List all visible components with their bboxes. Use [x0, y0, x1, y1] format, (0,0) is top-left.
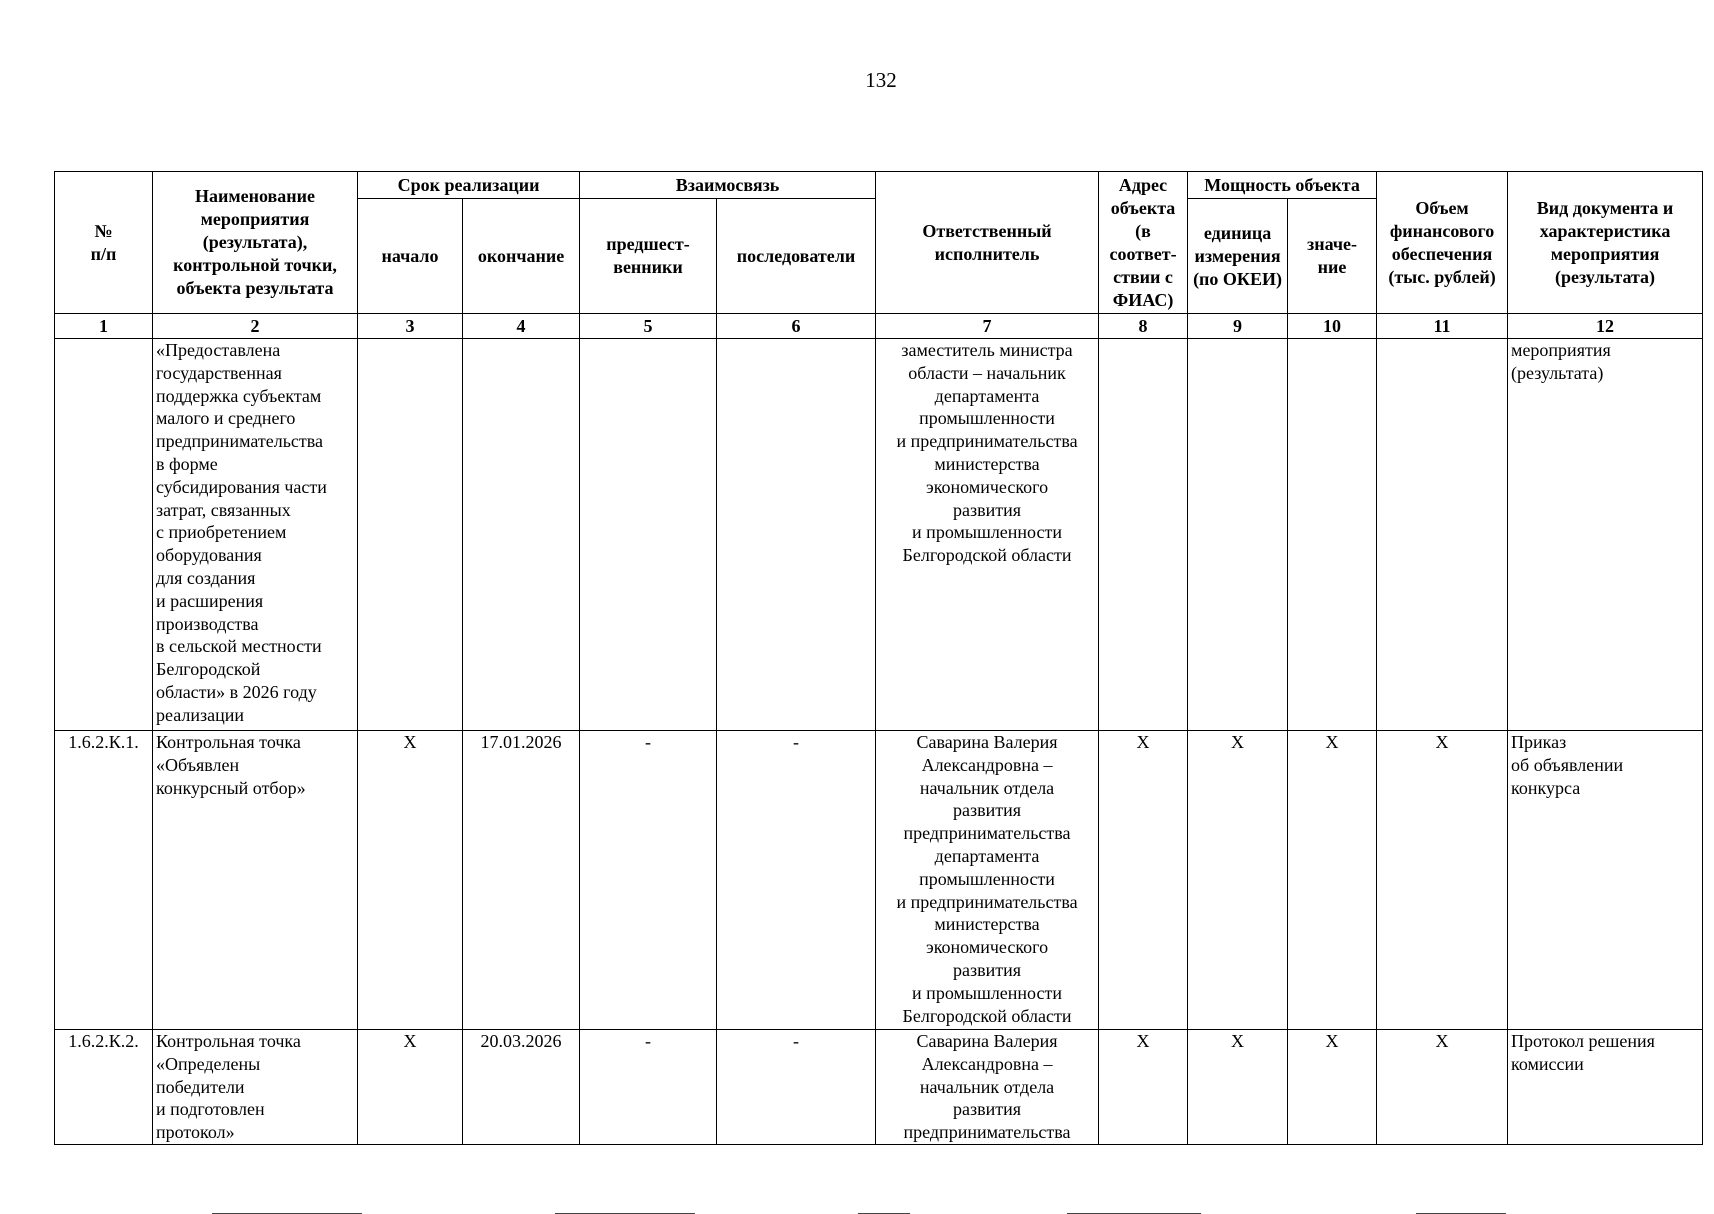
- cell-value: X: [1288, 1030, 1377, 1145]
- cell-address: X: [1099, 1030, 1188, 1145]
- cell-unit: X: [1188, 1030, 1288, 1145]
- page-number: 132: [865, 68, 897, 92]
- cell-doc: мероприятия (результата): [1508, 339, 1703, 731]
- cell-responsible: Саварина Валерия Александровна – начальник отдела развития предпринимательства: [876, 1030, 1099, 1145]
- cell-address: X: [1099, 731, 1188, 1030]
- header-period: Срок реализации: [358, 172, 580, 199]
- cell-succ: -: [717, 731, 876, 1030]
- cell-unit: X: [1188, 731, 1288, 1030]
- header-finance: Объем финансового обеспечения (тыс. рублей): [1377, 172, 1508, 314]
- cell-succ: -: [717, 1030, 876, 1145]
- cell-name: Контрольная точка «Определены победители и подготовлен протокол»: [153, 1030, 358, 1145]
- header-period-end: окончание: [463, 199, 580, 314]
- cell-pred: -: [580, 1030, 717, 1145]
- header-name: Наименование мероприятия (результата), контрольной точки, объекта результата: [153, 172, 358, 314]
- cell-start: [358, 339, 463, 731]
- table-row: [55, 1030, 1703, 1145]
- cell-address: [1099, 339, 1188, 731]
- column-number: 4: [463, 314, 580, 339]
- cell-pred: [580, 339, 717, 731]
- cell-name: Контрольная точка «Объявлен конкурсный отбор»: [153, 731, 358, 1030]
- header-relation-pred: предшест- венники: [580, 199, 717, 314]
- cell-start: X: [358, 731, 463, 1030]
- table-row: [55, 731, 1703, 1030]
- cell-end: 17.01.2026: [463, 731, 580, 1030]
- header-capacity: Мощность объекта: [1188, 172, 1377, 199]
- header-num: № п/п: [55, 172, 153, 314]
- cell-pred: -: [580, 731, 717, 1030]
- column-number: 7: [876, 314, 1099, 339]
- table-row: [55, 339, 1703, 731]
- column-number: 2: [153, 314, 358, 339]
- column-number: 9: [1188, 314, 1288, 339]
- cell-name: «Предоставлена государственная поддержка субъектам малого и среднего предпринимательства в форме субсидирования части затрат, связанных с приобретением оборудования для создания и расширения производства в сельской местности Белгородской области» в 2026 году реализации: [153, 339, 358, 731]
- cell-finance: X: [1377, 731, 1508, 1030]
- column-number: 1: [55, 314, 153, 339]
- header-relation-succ: последователи: [717, 199, 876, 314]
- cell-start: X: [358, 1030, 463, 1145]
- cell-unit: [1188, 339, 1288, 731]
- cell-end: 20.03.2026: [463, 1030, 580, 1145]
- cell-responsible: Саварина Валерия Александровна – начальник отдела развития предпринимательства департамента промышленности и предпринимательства министерства экономического развития и промышленности Белгородской области: [876, 731, 1099, 1030]
- header-doc: Вид документа и характеристика мероприятия (результата): [1508, 172, 1703, 314]
- column-number: 12: [1508, 314, 1703, 339]
- cell-doc: Приказ об объявлении конкурса: [1508, 731, 1703, 1030]
- cell-num: 1.6.2.К.1.: [55, 731, 153, 1030]
- column-number: 10: [1288, 314, 1377, 339]
- cell-num: [55, 339, 153, 731]
- column-number: 5: [580, 314, 717, 339]
- column-number: 8: [1099, 314, 1188, 339]
- column-number: 3: [358, 314, 463, 339]
- cell-finance: [1377, 339, 1508, 731]
- header-period-start: начало: [358, 199, 463, 314]
- column-number: 11: [1377, 314, 1508, 339]
- cell-responsible: заместитель министра области – начальник департамента промышленности и предпринимательства министерства экономического развития и промышленности Белгородской области: [876, 339, 1099, 731]
- cell-end: [463, 339, 580, 731]
- header-capacity-value: значе- ние: [1288, 199, 1377, 314]
- cell-finance: X: [1377, 1030, 1508, 1145]
- cell-succ: [717, 339, 876, 731]
- cell-num: 1.6.2.К.2.: [55, 1030, 153, 1145]
- implementation-plan-table: [54, 171, 1703, 1145]
- header-responsible: Ответственный исполнитель: [876, 172, 1099, 314]
- header-address: Адрес объекта (в соответ-ствии с ФИАС): [1099, 172, 1188, 314]
- cell-value: [1288, 339, 1377, 731]
- column-number: 6: [717, 314, 876, 339]
- header-capacity-unit: единица измерения (по ОКЕИ): [1188, 199, 1288, 314]
- cell-value: X: [1288, 731, 1377, 1030]
- header-relation: Взаимосвязь: [580, 172, 876, 199]
- cell-doc: Протокол решения комиссии: [1508, 1030, 1703, 1145]
